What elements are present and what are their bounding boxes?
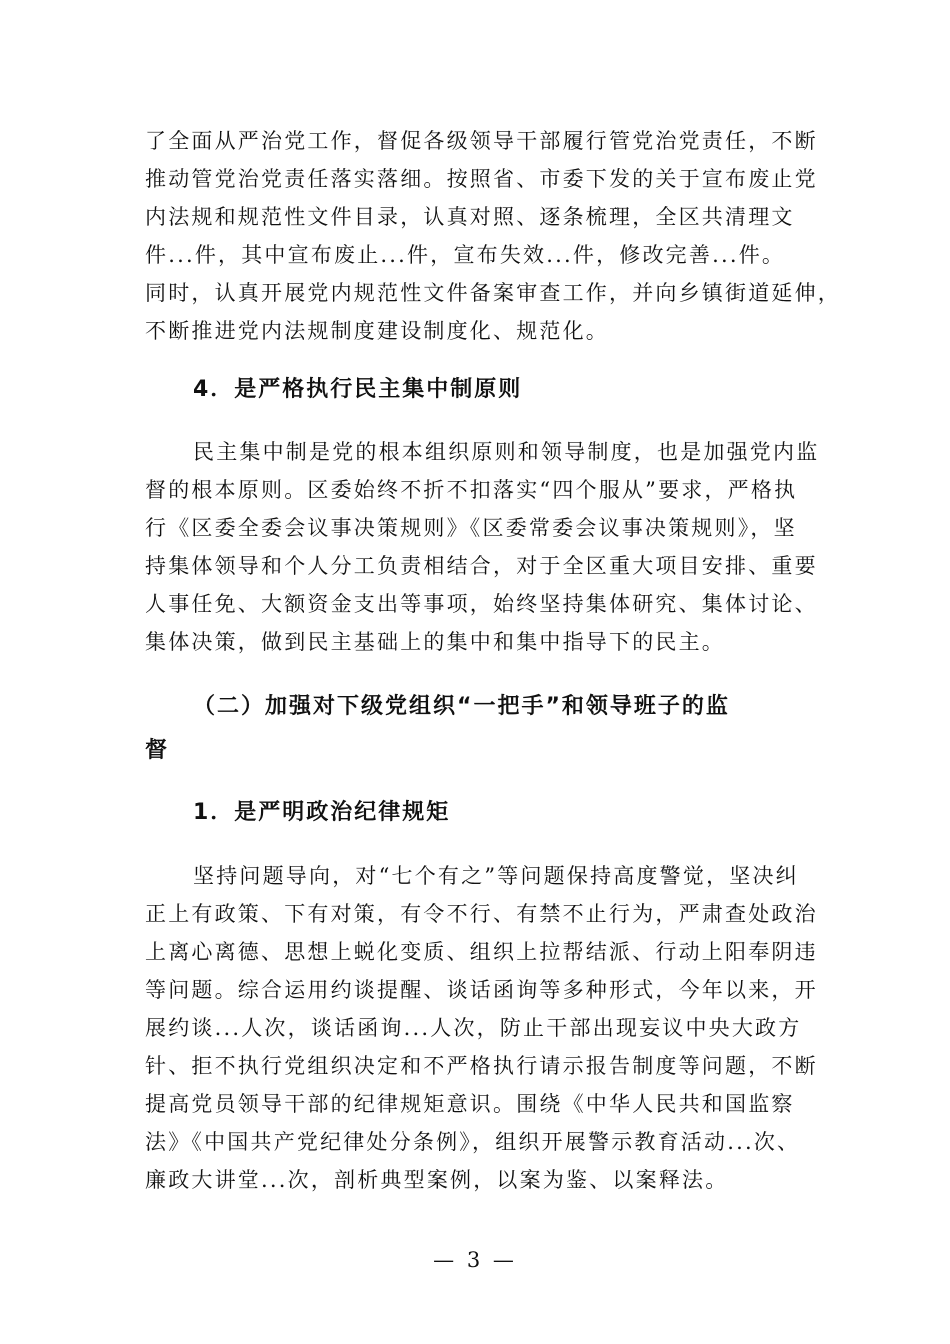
text-line: 件...件，其中宣布废止...件，宣布失效...件，修改完善...件。: [145, 243, 786, 267]
text-line: 坚持问题导向，对“七个有之”等问题保持高度警觉，坚决纠: [193, 864, 799, 888]
paragraph-party-regulations: [145, 122, 841, 350]
heading-political-discipline: 1．是严明政治纪律规矩: [193, 800, 451, 825]
text-line: 同时，认真开展党内规范性文件备案审查工作，并向乡镇街道延伸，: [145, 281, 841, 305]
paragraph-democratic-centralism: [145, 433, 820, 661]
paragraph-political-discipline: [145, 857, 818, 1199]
text-line: 集体决策，做到民主基础上的集中和集中指导下的民主。: [145, 630, 725, 654]
text-line: 法》《中国共产党纪律处分条例》，组织开展警示教育活动...次、: [145, 1130, 801, 1154]
text-line: 内法规和规范性文件目录，认真对照、逐条梳理，全区共清理文: [145, 205, 795, 229]
text-line: 持集体领导和个人分工负责相结合，对于全区重大项目安排、重要: [145, 554, 818, 578]
text-line: 针、拒不执行党组织决定和不严格执行请示报告制度等问题，不断: [145, 1054, 818, 1078]
text-line: 了全面从严治党工作，督促各级领导干部履行管党治党责任，不断: [145, 129, 818, 153]
text-line: 民主集中制是党的根本组织原则和领导制度，也是加强党内监: [193, 440, 820, 464]
section-heading-line: （二）加强对下级党组织“一把手”和领导班子的监: [193, 694, 730, 719]
text-line: 廉政大讲堂...次，剖析典型案例，以案为鉴、以案释法。: [145, 1168, 729, 1192]
text-line: 上离心离德、思想上蜕化变质、组织上拉帮结派、行动上阳奉阴违: [145, 940, 818, 964]
text-line: 人事任免、大额资金支出等事项，始终坚持集体研究、集体讨论、: [145, 592, 818, 616]
text-line: 展约谈...人次，谈话函询...人次，防止干部出现妄议中央大政方: [145, 1016, 802, 1040]
section-heading-line: 督: [145, 738, 170, 763]
text-line: 推动管党治党责任落实落细。按照省、市委下发的关于宣布废止党: [145, 167, 818, 191]
heading-democratic-centralism: 4．是严格执行民主集中制原则: [193, 377, 523, 402]
page-number: — 3 —: [433, 1248, 517, 1272]
text-line: 不断推进党内法规制度建设制度化、规范化。: [145, 319, 609, 343]
text-line: 督的根本原则。区委始终不折不扣落实“四个服从”要求，严格执: [145, 478, 798, 502]
text-line: 正上有政策、下有对策，有令不行、有禁不止行为，严肃查处政治: [145, 902, 818, 926]
section-heading-supervision: [145, 685, 825, 773]
text-line: 行《区委全委会议事决策规则》《区委常委会议事决策规则》，坚: [145, 516, 797, 540]
text-line: 提高党员领导干部的纪律规矩意识。围绕《中华人民共和国监察: [145, 1092, 795, 1116]
text-line: 等问题。综合运用约谈提醒、谈话函询等多种形式，今年以来，开: [145, 978, 818, 1002]
